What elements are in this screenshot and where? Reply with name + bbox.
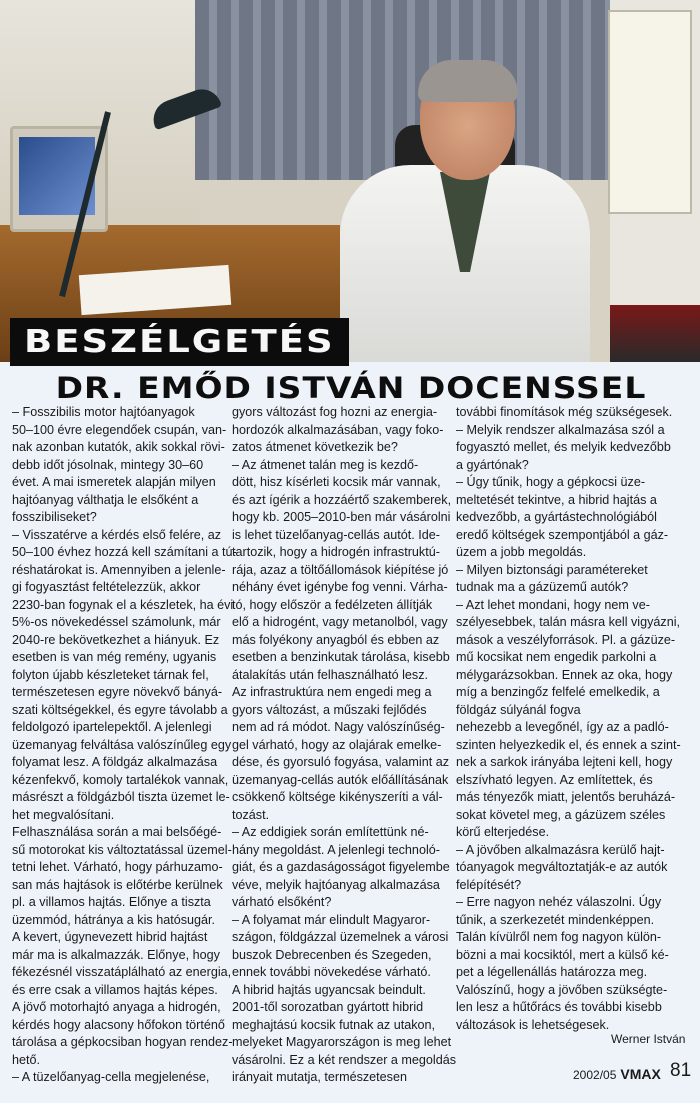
- section-banner: [10, 318, 349, 366]
- interview-photo: [0, 0, 700, 362]
- article-headline: DR. EMŐD ISTVÁN DOCENSSEL: [55, 369, 647, 406]
- article-column-3: további finomítások még szükségesek. – Melyik rendszer alkalmazása szól a fogyasztó mellet, és melyik kedvezőbb a gyártónak? – Úgy tűnik, hogy a gépkocsi üze- meltetését tekintve, a hibrid hajtás a kedvezőbb, a gyártástechnológiából eredő költségek szempontjából a gáz- üzem a jobb megoldás. – Milyen biztonsági paramétereket tudnak ma a gázüzemű autók? – Azt lehet mondani, hogy nem ve- szélyesebbek, talán másra kell vigyázni, mások a veszélyforrások. Pl. a gázüze- mű kocsikat nem engedik parkolni a mélygarázsokban. Ennek az oka, hogy míg a benzingőz felfelé emelkedik, a földgáz súlyánál fogva nehezebb a levegőnél, így az a padló- szinten helyezkedik el, és ennek a szint- nek a sarkok irányába lejteni kell, hogy elszívható legyen. Az említettek, és más tényezők miatt, jelentős beruházá- sokat követel meg, a gázüzem széles körű elterjedése. – A jövőben alkalmazásra kerülő hajt- tóanyagok megváltoztatják-e az autók felépítését? – Erre nagyon nehéz válaszolni. Úgy tűnik, a szerkezetét mindenképpen. Talán kívülről nem fog nagyon külön- bözni a mai kocsiktól, mert a külső ké- pet a légellenállás határozza meg. Valószínű, hogy a jövőben szükségte- len lesz a hűtőrács és további kisebb változások is lehetségesek.: [456, 405, 681, 1032]
- chart-board: [608, 10, 692, 214]
- books: [610, 305, 700, 362]
- section-label: BESZÉLGETÉS: [24, 323, 335, 360]
- article-column-1: – Fosszibilis motor hajtóanyagok 50–100 évre elegendőek csupán, van- nak azonban kutatók, akik sokkal rövi- debb időt jósolnak, mintegy 30–60 évet. A mai ismeretek alapján milyen hajtóanyag válthatja le elsőként a fosszibiliseket? – Visszatérve a kérdés első felére, az 50–100 évhez hozzá kell számítani a tú- réshatárokat is. Amennyiben a jelenle- gi fogyasztást feltételezzük, akkor 2230-ban fogynak el a készletek, ha évi 5%-os növekedéssel számolunk, már 2040-re bekövetkezhet a hiányuk. Ez esetben is van még remény, ugyanis folyton újabb készleteket tárnak fel, természetesen egyre növekvő bányá- szati költségekkel, és egyre távolabb a feldolgozó ipartelepektől. A jelenlegi üzemanyag felváltása valószínűleg egy folyamat lesz. A földgáz alkalmazása kézenfekvő, komoly tartalékok vannak, másrészt a földgázból tiszta üzemet le- het megvalósítani. Felhasználása során a mai belsőégé- sű motorokat kis változtatással üzemel- tetni lehet. Várható, hogy párhuzamo- san más hajtások is előtérbe kerülnek pl. a villamos hajtás. Előnye a tiszta üzemmód, hátránya a kis hatósugár. A kevert, úgynevezett hibrid hajtást már ma is alkalmazzák. Előnye, hogy fékezésnél visszatáplálható az energia, és erre csak a villamos hajtás képes. A jövő motorhajtó anyaga a hidrogén, kérdés hogy alacsony hőfokon történő tárolása a gépkocsiban hogyan rendez- hető. – A tüzelőanyag-cella megjelenése,: [12, 405, 237, 1084]
- author-signature: Werner István: [611, 1032, 686, 1046]
- issue-label: 2002/05: [573, 1068, 617, 1082]
- article-column-2: gyors változást fog hozni az energia- hordozók alkalmazásában, vagy foko- zatos átmenet következik be? – Az átmenet talán meg is kezdő- dött, hisz kísérleti kocsik már vannak, és azt ígérik a hozzáértő szakemberek, hogy kb. 2005–2010-ben már vásárolni is lehet tüzelőanyag-cellás autót. Ide- tartozik, hogy a hidrogén infrastruktú- rája, azaz a töltőállomások kiépítése jó néhány évet igénybe fog venni. Várha- tó, hogy először a fedélzeten állítják elő a hidrogént, vagy metanolból, vagy más folyékony anyagból és ebben az esetben a benzinkutak tárolása, kisebb átalakítás után felhasználható lesz. Az infrastruktúra nem engedi meg a gyors változást, a műszaki fejlődés nem ad rá módot. Nagy valószínűség- gel várható, hogy az olajárak emelke- dése, és gyorsuló fogyása, valamint az üzemanyag-cellás autók előállításának csökkenő költsége kikényszeríti a vál- tozást. – Az eddigiek során említettünk né- hány megoldást. A jelenlegi technoló- giát, és a gazdaságosságot figyelembe véve, melyik hajtóanyag alkalmazása várható elsőként? – A folyamat már elindult Magyaror- szágon, földgázzal üzemelnek a városi buszok Debrecenben és Szegeden, ennek további növekedése várható. A hibrid hajtás ugyancsak beindult. 2001-től sorozatban gyártott hibrid meghajtású kocsik futnak az utakon, melyeket Magyarországon is meg lehet vásárolni. Ez a két rendszer a megoldás irányait mutatja, természetesen: [232, 405, 457, 1084]
- page-footer: [573, 1066, 661, 1082]
- page-number: 81: [670, 1060, 692, 1081]
- interviewee: [340, 60, 590, 362]
- hair: [418, 60, 518, 102]
- magazine-brand: VMAX: [620, 1066, 661, 1082]
